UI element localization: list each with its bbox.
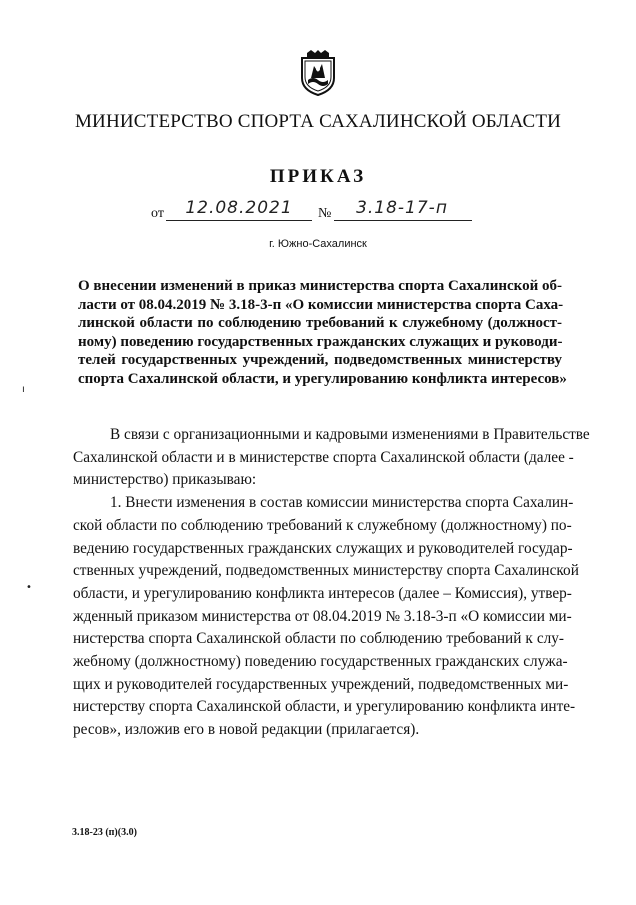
- number-value: 3.18-17-п: [356, 198, 448, 218]
- body-line: нистерства спорта Сахалинской области по соблюдению требований к слу-: [73, 630, 564, 648]
- margin-mark: ı: [22, 384, 25, 395]
- number-label: №: [318, 206, 332, 221]
- subject-line: ному) поведению государственных гражданских служащих и руководи-: [78, 333, 563, 350]
- body-line: нистерству спорта Сахалинской области, и урегулированию конфликта инте-: [73, 698, 576, 716]
- subject-line: спорта Сахалинской области, и урегулированию конфликта интересов»: [78, 370, 567, 387]
- ministry-name: МИНИСТЕРСТВО СПОРТА САХАЛИНСКОЙ ОБЛАСТИ: [74, 111, 562, 132]
- body-line: щих и руководителей государственных учреждений, подведомственных ми-: [73, 675, 569, 693]
- date-underline: [166, 220, 312, 221]
- city: г. Южно-Сахалинск: [269, 238, 367, 250]
- coat-of-arms-icon: [299, 50, 337, 96]
- body-line: жденный приказом министерства от 08.04.2019 № 3.18-3-п «О комиссии ми-: [73, 607, 572, 625]
- date-value: 12.08.2021: [185, 198, 293, 218]
- body-line: ведению государственных гражданских служащих и руководителей государ-: [73, 539, 573, 557]
- order-details: [0, 198, 636, 226]
- body-line: области, и урегулированию конфликта интересов (далее – Комиссия), утвер-: [73, 584, 572, 602]
- document-title: ПРИКАЗ: [269, 166, 367, 187]
- body-line: ресов», изложив его в новой редакции (прилагается).: [73, 721, 420, 739]
- body-line: Сахалинской области и в министерстве спорта Сахалинской области (далее -: [73, 448, 574, 466]
- order-body: [73, 424, 590, 742]
- number-underline: [334, 220, 472, 221]
- date-label: от: [151, 206, 164, 221]
- body-line: ской области по соблюдению требований к служебному (должностному) по-: [73, 516, 572, 534]
- body-line: В связи с организационными и кадровыми изменениями в Правительстве: [110, 426, 590, 443]
- subject-line: О внесении изменений в приказ министерства спорта Сахалинской об-: [78, 278, 562, 294]
- document-code: 3.18-23 (п)(3.0): [72, 827, 137, 838]
- subject-line: телей государственных учреждений, подведомственных министерству: [78, 352, 562, 368]
- subject-line: ласти от 08.04.2019 № 3.18-3-п «О комиссии министерства спорта Саха-: [78, 296, 564, 313]
- body-line: жебному (должностному) поведению государственных гражданских служа-: [73, 653, 568, 671]
- subject-line: линской области по соблюдению требований к служебному (должност-: [78, 315, 562, 331]
- order-subject: [78, 277, 567, 388]
- body-line: министерство) приказываю:: [73, 471, 257, 489]
- body-line: ственных учреждений, подведомственных министерству спорта Сахалинской: [73, 562, 579, 580]
- margin-mark: •: [26, 582, 32, 593]
- body-line: 1. Внести изменения в состав комиссии министерства спорта Сахалин-: [110, 494, 574, 512]
